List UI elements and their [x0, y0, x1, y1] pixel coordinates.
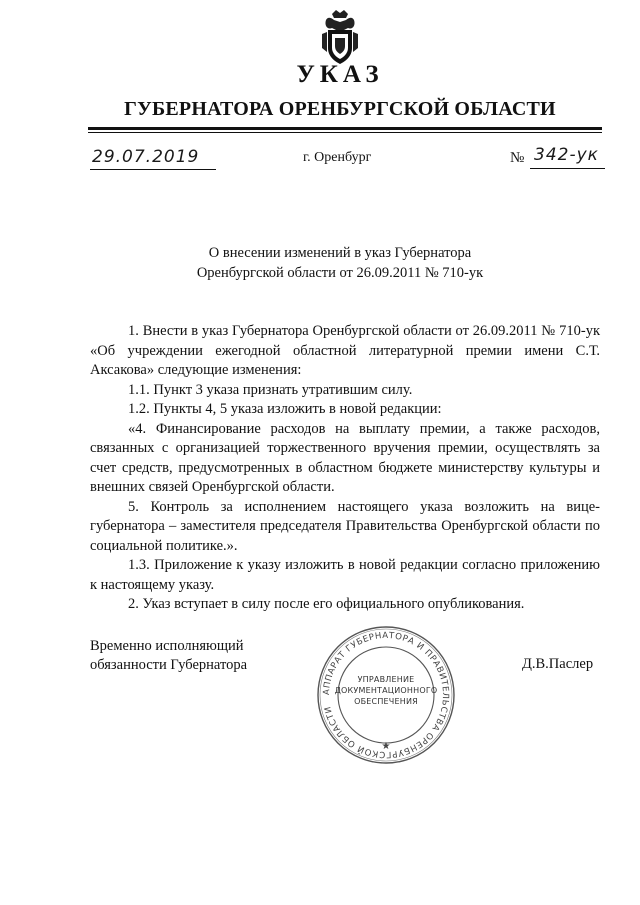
header-divider-thick [88, 127, 602, 130]
signatory-position [90, 637, 247, 675]
svg-text:★: ★ [381, 741, 391, 752]
issuer-title: ГУБЕРНАТОРА ОРЕНБУРГСКОЙ ОБЛАСТИ [124, 98, 556, 120]
paragraph-point-4: «4. Финансирование расходов на выплату премии, а также расходов, связанных с организацией торжественного вручения премии, осуществлять за счет средств, предусмотренных в областном бюджете министерству культуры и внешних связей Оренбургской области. [90, 420, 600, 495]
document-title-line-2: Оренбургской области от 26.09.2011 № 710-ук [196, 265, 484, 281]
date-field [90, 147, 220, 171]
document-title [0, 243, 640, 283]
seal-center-line-1: УПРАВЛЕНИЕ [357, 675, 415, 684]
number-sign: № [510, 150, 525, 166]
seal-center-line-2: ДОКУМЕНТАЦИОННОГО [334, 686, 438, 695]
handwritten-number: 342-ук [534, 145, 599, 165]
date-underline [90, 169, 216, 170]
document-body [90, 322, 600, 615]
seal-center-text [330, 674, 442, 707]
document-title-line-1: О внесении изменений в указ Губернатора [208, 245, 472, 261]
header-divider-thin [88, 132, 602, 133]
number-field [510, 145, 605, 171]
signatory-name: Д.В.Паслер [522, 656, 594, 672]
number-underline [530, 168, 605, 169]
seal-ring-text: АППАРАТ ГУБЕРНАТОРА И ПРАВИТЕЛЬСТВА ОРЕНБУРГСКОЙ ОБЛАСТИ [321, 630, 451, 760]
seal-center-line-3: ОБЕСПЕЧЕНИЯ [354, 697, 418, 706]
coat-of-arms-icon [318, 8, 362, 66]
paragraph-2: 2. Указ вступает в силу после его официального опубликования. [128, 596, 525, 612]
paragraph-1-2: 1.2. Пункты 4, 5 указа изложить в новой редакции: [128, 401, 442, 417]
handwritten-date: 29.07.2019 [92, 147, 200, 167]
paragraph-1-1: 1.1. Пункт 3 указа признать утратившим силу. [128, 381, 413, 398]
signatory-position-line-2: обязанности Губернатора [90, 657, 248, 673]
signatory-position-line-1: Временно исполняющий [90, 638, 244, 654]
city-name: г. Оренбург [303, 150, 372, 165]
paragraph-1: 1. Внести в указ Губернатора Оренбургской области от 26.09.2011 № 710-ук «Об учреждении ежегодной областной литературной премии имени С.Т. Аксакова» следующие изменения: [90, 323, 600, 378]
document-type-title: УКАЗ [296, 61, 384, 88]
paragraph-point-5: 5. Контроль за исполнением настоящего указа возложить на вице-губернатора – заместителя председателя Правительства Оренбургской области по социальной политике.». [90, 498, 600, 554]
paragraph-1-3: 1.3. Приложение к указу изложить в новой редакции согласно приложению к настоящему указу. [90, 557, 600, 593]
